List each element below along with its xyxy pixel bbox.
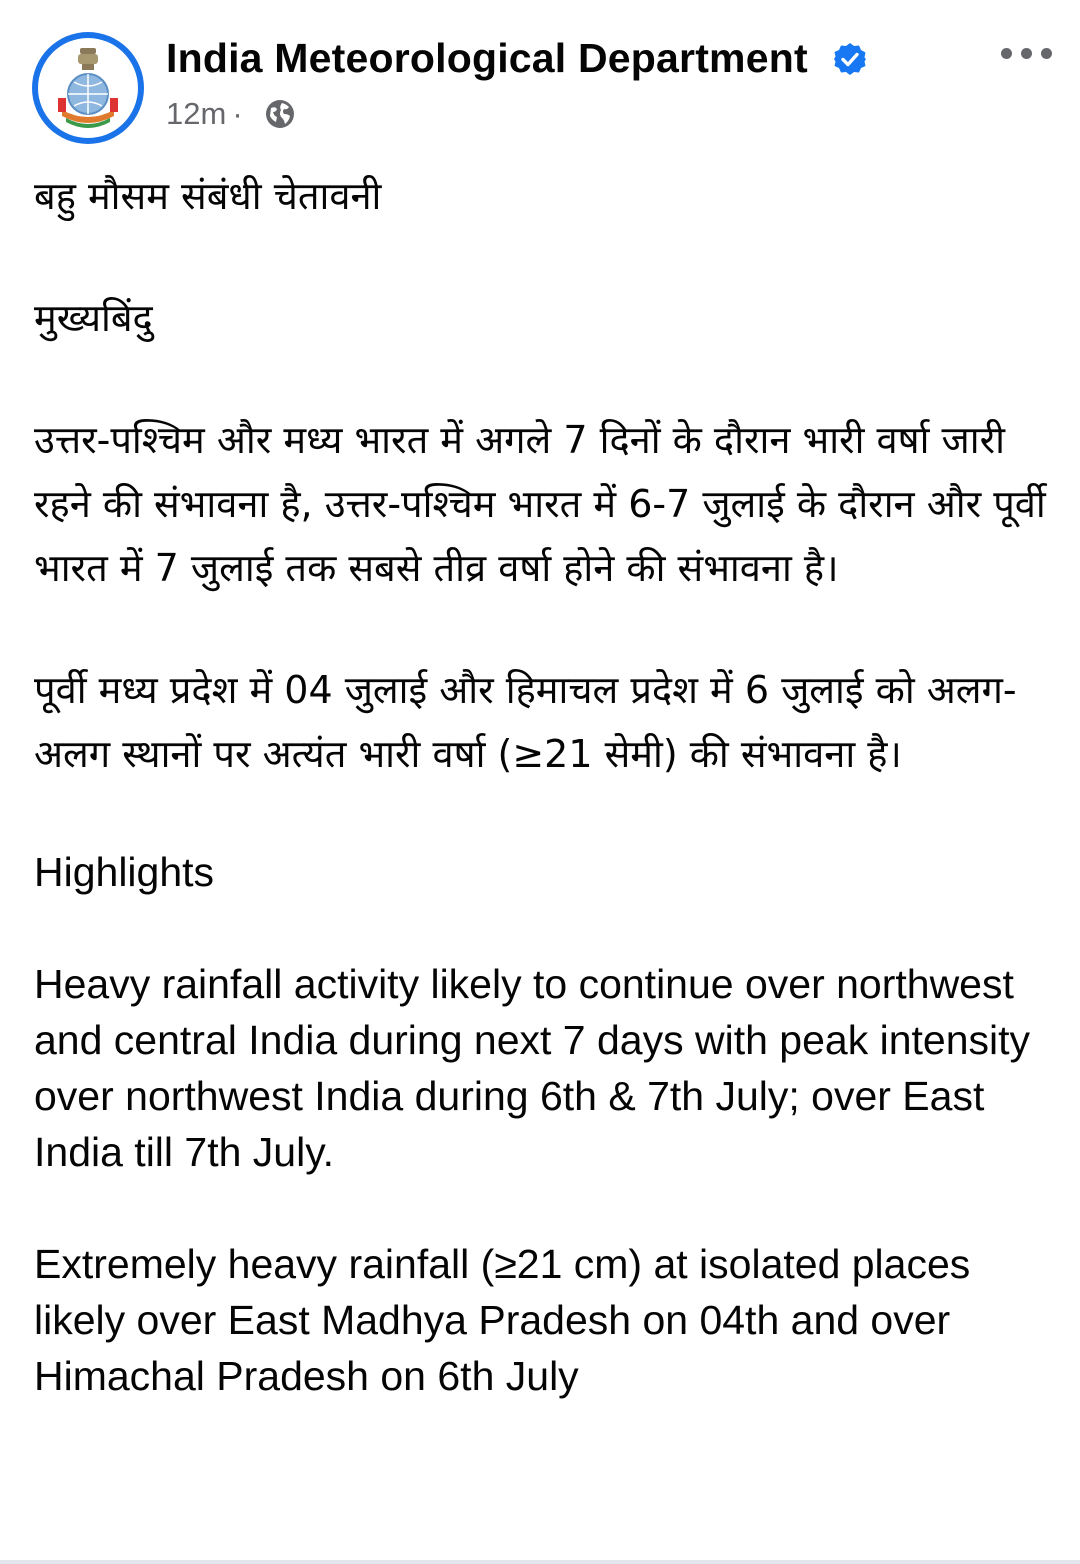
hindi-paragraph-1: उत्तर-पश्चिम और मध्य भारत में अगले 7 दिनों के दौरान भारी वर्षा जारी रहने की संभावना है, उत्तर-पश्चिम भारत में 6-7 जुलाई के दौरान और पूर्वी भारत में 7 जुलाई तक सबसे तीव्र वर्षा होने की संभावना है।	[34, 418, 1058, 590]
hindi-title: बहु मौसम संबंधी चेतावनी	[34, 174, 382, 218]
spacer	[34, 600, 1054, 658]
spacer	[34, 786, 1054, 844]
meta-separator: ·	[232, 96, 243, 131]
spacer	[34, 900, 1054, 956]
page-avatar[interactable]	[32, 32, 144, 144]
english-paragraph-2: Extremely heavy rainfall (≥21 cm) at isolated places likely over East Madhya Pradesh on 04th and over Himachal Pradesh on 6th July	[34, 1241, 971, 1399]
more-options-icon[interactable]	[995, 34, 1059, 74]
spacer	[34, 1180, 1054, 1236]
imd-logo-icon	[38, 38, 138, 138]
post-divider	[0, 1560, 1080, 1564]
globe-icon[interactable]	[264, 98, 296, 130]
spacer	[34, 228, 1054, 286]
post-timestamp[interactable]: 12m	[166, 96, 227, 131]
verified-badge-icon	[833, 42, 867, 76]
page-name-link[interactable]: India Meteorological Department	[166, 35, 808, 81]
post-header	[0, 0, 1080, 150]
spacer	[34, 350, 1054, 408]
post-body	[34, 160, 1058, 1404]
post-meta	[166, 94, 249, 134]
english-title: Highlights	[34, 849, 215, 895]
hindi-subtitle: मुख्यबिंदु	[34, 296, 153, 340]
hindi-paragraph-2: पूर्वी मध्य प्रदेश में 04 जुलाई और हिमाचल प्रदेश में 6 जुलाई को अलग-अलग स्थानों पर अत्यंत भारी वर्षा (≥21 सेमी) की संभावना है।	[34, 668, 1017, 776]
english-paragraph-1: Heavy rainfall activity likely to continue over northwest and central India during next 7 days with peak intensity over northwest India during 6th & 7th July; over East India till 7th July.	[34, 961, 1030, 1175]
